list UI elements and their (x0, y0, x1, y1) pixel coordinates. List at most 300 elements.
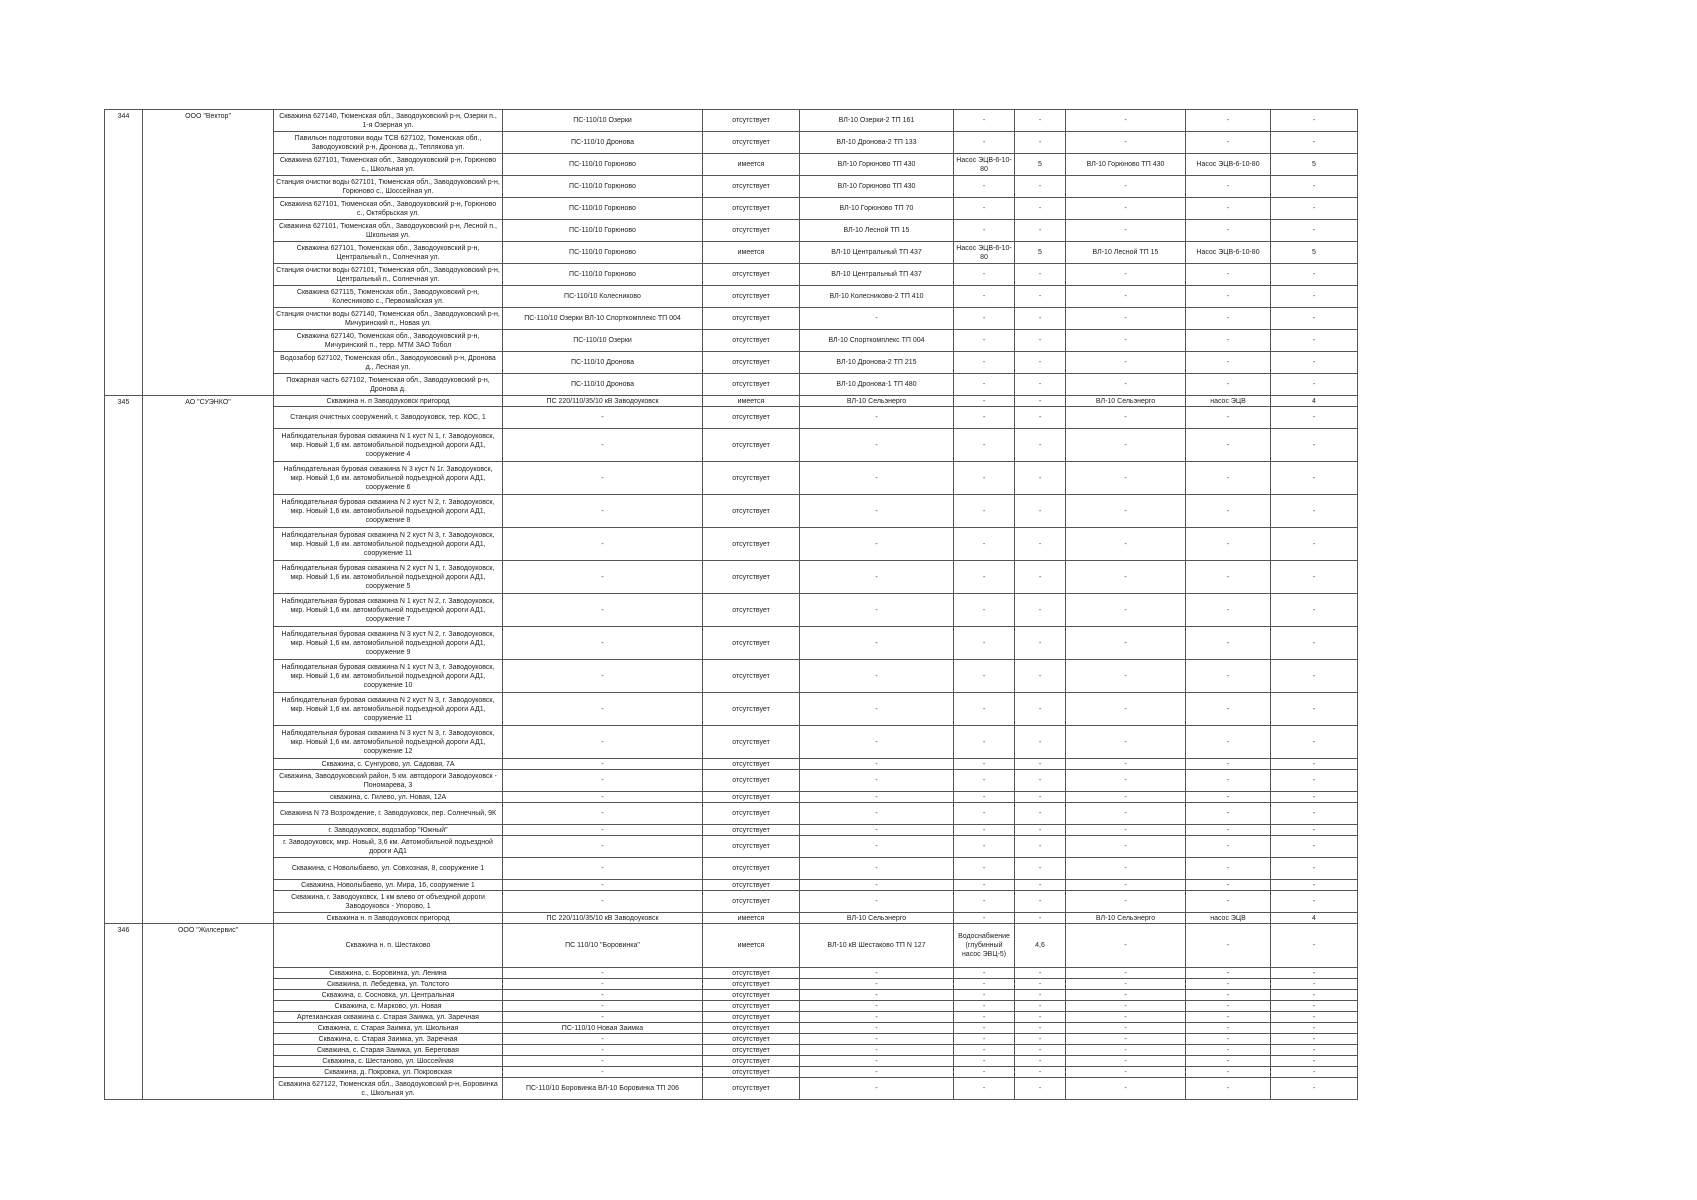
reserve-line-cell: - (1066, 891, 1186, 913)
equipment-cell: - (954, 880, 1015, 891)
equipment-cell: - (954, 627, 1015, 660)
reserve-line-cell: - (1066, 825, 1186, 836)
power-cell: - (1015, 198, 1066, 220)
line-cell: - (800, 979, 954, 990)
reserve-equipment-cell: - (1186, 660, 1271, 693)
table-row (105, 132, 1358, 154)
table-row (105, 1045, 1358, 1056)
line-cell: ВЛ-10 Горюново ТП 430 (800, 154, 954, 176)
object-cell: Наблюдательная буровая скважина N 2 куст N 1, г. Заводоуковск, мкр. Новый 1,6 км. автомобильной подъездной дороги АД1, сооружение 5 (274, 561, 503, 594)
substation-cell: ПС-110/10 Дронова (503, 132, 703, 154)
reserve-equipment-cell: - (1186, 462, 1271, 495)
reserve-line-cell: - (1066, 308, 1186, 330)
reserve-cell: отсутствует (703, 374, 800, 396)
reserve-cell: отсутствует (703, 264, 800, 286)
reserve-line-cell: - (1066, 198, 1186, 220)
object-cell: Наблюдательная буровая скважина N 3 куст N 1г. Заводоуковск, мкр. Новый 1,6 км. автомобильной подъездной дороги АД1, сооружение 6 (274, 462, 503, 495)
substation-cell: - (503, 528, 703, 561)
equipment-cell: - (954, 352, 1015, 374)
reserve-power-cell: 4 (1271, 913, 1358, 924)
object-cell: Артезианская скважина с. Старая Заимка, ул. Заречная (274, 1012, 503, 1023)
reserve-cell: имеется (703, 913, 800, 924)
reserve-cell: отсутствует (703, 693, 800, 726)
reserve-power-cell: - (1271, 330, 1358, 352)
reserve-equipment-cell: - (1186, 198, 1271, 220)
power-cell: - (1015, 759, 1066, 770)
line-cell: - (800, 1045, 954, 1056)
object-cell: Станция очистки воды 627140, Тюменская обл., Заводоуковский р-н, Мичуринский п., Новая ул. (274, 308, 503, 330)
substation-cell: ПС-110/10 Боровинка ВЛ-10 Боровинка ТП 206 (503, 1078, 703, 1100)
reserve-cell: отсутствует (703, 528, 800, 561)
equipment-cell: - (954, 396, 1015, 407)
reserve-power-cell: - (1271, 979, 1358, 990)
substation-cell: - (503, 990, 703, 1001)
line-cell: - (800, 308, 954, 330)
reserve-equipment-cell: - (1186, 528, 1271, 561)
substation-cell: - (503, 770, 703, 792)
power-cell: - (1015, 352, 1066, 374)
organization-cell: АО "СУЭНКО" (143, 396, 274, 924)
reserve-power-cell: - (1271, 462, 1358, 495)
line-cell: - (800, 759, 954, 770)
line-cell: - (800, 462, 954, 495)
power-cell: - (1015, 836, 1066, 858)
table-row (105, 242, 1358, 264)
reserve-cell: отсутствует (703, 429, 800, 462)
substation-cell: ПС 110/10 "Боровинка" (503, 924, 703, 968)
object-cell: Скважина 627101, Тюменская обл., Заводоуковский р-н, Горюново с., Октябрьская ул. (274, 198, 503, 220)
table-body (105, 110, 1358, 1100)
equipment-cell: - (954, 407, 1015, 429)
equipment-cell: - (954, 528, 1015, 561)
power-cell: - (1015, 495, 1066, 528)
object-cell: Скважина 627140, Тюменская обл., Заводоуковский р-н, Мичуринский п., терр. МТМ ЗАО Тобол (274, 330, 503, 352)
power-cell: - (1015, 1001, 1066, 1012)
line-cell: - (800, 1012, 954, 1023)
table-row (105, 462, 1358, 495)
equipment-cell: - (954, 330, 1015, 352)
reserve-power-cell: - (1271, 770, 1358, 792)
table-row (105, 726, 1358, 759)
reserve-equipment-cell: - (1186, 759, 1271, 770)
reserve-power-cell: - (1271, 825, 1358, 836)
equipment-cell: - (954, 979, 1015, 990)
reserve-line-cell: - (1066, 374, 1186, 396)
reserve-cell: отсутствует (703, 1023, 800, 1034)
reserve-line-cell: - (1066, 880, 1186, 891)
substation-cell: ПС-110/10 Горюново (503, 176, 703, 198)
reserve-cell: отсутствует (703, 836, 800, 858)
reserve-cell: отсутствует (703, 198, 800, 220)
reserve-line-cell: - (1066, 1012, 1186, 1023)
reserve-equipment-cell: - (1186, 374, 1271, 396)
table-row (105, 693, 1358, 726)
power-cell: - (1015, 660, 1066, 693)
power-cell: - (1015, 286, 1066, 308)
reserve-equipment-cell: - (1186, 264, 1271, 286)
line-cell: ВЛ-10 Дронова-2 ТП 133 (800, 132, 954, 154)
equipment-cell: - (954, 836, 1015, 858)
line-cell: - (800, 429, 954, 462)
reserve-power-cell: - (1271, 792, 1358, 803)
power-cell: - (1015, 407, 1066, 429)
reserve-line-cell: - (1066, 1045, 1186, 1056)
substation-cell: ПС-110/10 Дронова (503, 352, 703, 374)
line-cell: ВЛ-10 Спорткомплекс ТП 004 (800, 330, 954, 352)
reserve-equipment-cell: - (1186, 979, 1271, 990)
table-row (105, 979, 1358, 990)
line-cell: ВЛ-10 Центральный ТП 437 (800, 242, 954, 264)
reserve-cell: отсутствует (703, 858, 800, 880)
power-cell: - (1015, 913, 1066, 924)
reserve-cell: отсутствует (703, 220, 800, 242)
equipment-cell: - (954, 429, 1015, 462)
reserve-power-cell: - (1271, 198, 1358, 220)
substation-cell: - (503, 1034, 703, 1045)
equipment-cell: - (954, 374, 1015, 396)
table-row (105, 264, 1358, 286)
reserve-cell: имеется (703, 924, 800, 968)
reserve-line-cell: ВЛ-10 Лесной ТП 15 (1066, 242, 1186, 264)
table-row (105, 176, 1358, 198)
line-cell: - (800, 561, 954, 594)
substation-cell: ПС-110/10 Горюново (503, 242, 703, 264)
reserve-cell: имеется (703, 242, 800, 264)
object-cell: Скважина N 73 Возрождение, г. Заводоуковск, пер. Солнечный, 9К (274, 803, 503, 825)
object-cell: Скважина н. п Заводоуковск пригород (274, 913, 503, 924)
equipment-cell: - (954, 110, 1015, 132)
reserve-line-cell: - (1066, 495, 1186, 528)
line-cell: - (800, 1067, 954, 1078)
reserve-line-cell: - (1066, 176, 1186, 198)
reserve-line-cell: - (1066, 407, 1186, 429)
line-cell: - (800, 528, 954, 561)
substation-cell: ПС-110/10 Дронова (503, 374, 703, 396)
substation-cell: - (503, 594, 703, 627)
reserve-cell: отсутствует (703, 1067, 800, 1078)
power-cell: - (1015, 561, 1066, 594)
group-number-cell: 345 (105, 396, 143, 924)
equipment-cell: - (954, 1078, 1015, 1100)
object-cell: Наблюдательная буровая скважина N 1 куст N 3, г. Заводоуковск, мкр. Новый 1,6 км. автомобильной подъездной дороги АД1, сооружение 10 (274, 660, 503, 693)
power-cell: - (1015, 308, 1066, 330)
power-cell: - (1015, 891, 1066, 913)
table-row (105, 1067, 1358, 1078)
table-row (105, 308, 1358, 330)
reserve-line-cell: - (1066, 594, 1186, 627)
substation-cell: - (503, 1056, 703, 1067)
reserve-equipment-cell: - (1186, 693, 1271, 726)
reserve-equipment-cell: - (1186, 308, 1271, 330)
substation-cell: - (503, 891, 703, 913)
equipment-cell: - (954, 220, 1015, 242)
reserve-cell: отсутствует (703, 880, 800, 891)
object-cell: Скважина 627101, Тюменская обл., Заводоуковский р-н, Центральный п., Солнечная ул. (274, 242, 503, 264)
line-cell: ВЛ-10 Лесной ТП 15 (800, 220, 954, 242)
line-cell: - (800, 1056, 954, 1067)
equipment-cell: - (954, 913, 1015, 924)
object-cell: Скважина, Заводоуковский район, 5 км. автодороги Заводоуковск - Пономарева, 3 (274, 770, 503, 792)
substation-cell: ПС-110/10 Озерки (503, 330, 703, 352)
substation-cell: - (503, 858, 703, 880)
reserve-line-cell: ВЛ-10 Сельэнерго (1066, 913, 1186, 924)
reserve-cell: отсутствует (703, 660, 800, 693)
substation-cell: ПС-110/10 Горюново (503, 154, 703, 176)
line-cell: ВЛ-10 кВ Шестаково ТП N 127 (800, 924, 954, 968)
object-cell: Скважина 627115, Тюменская обл., Заводоуковский р-н, Колесниково с., Первомайская ул. (274, 286, 503, 308)
power-cell: - (1015, 264, 1066, 286)
reserve-power-cell: - (1271, 352, 1358, 374)
reserve-power-cell: - (1271, 528, 1358, 561)
line-cell: - (800, 660, 954, 693)
reserve-power-cell: - (1271, 1056, 1358, 1067)
power-cell: - (1015, 176, 1066, 198)
substation-cell: - (503, 968, 703, 979)
table-row (105, 627, 1358, 660)
table-row (105, 836, 1358, 858)
reserve-equipment-cell: - (1186, 1001, 1271, 1012)
reserve-line-cell: - (1066, 1001, 1186, 1012)
reserve-power-cell: - (1271, 1045, 1358, 1056)
table-row (105, 990, 1358, 1001)
reserve-power-cell: - (1271, 220, 1358, 242)
power-cell: - (1015, 627, 1066, 660)
table-row (105, 154, 1358, 176)
reserve-line-cell: - (1066, 561, 1186, 594)
equipment-cell: - (954, 495, 1015, 528)
reserve-equipment-cell: - (1186, 1078, 1271, 1100)
equipment-cell: - (954, 462, 1015, 495)
substation-cell: - (503, 726, 703, 759)
table-row (105, 1056, 1358, 1067)
table-row (105, 198, 1358, 220)
reserve-equipment-cell: - (1186, 1023, 1271, 1034)
table-row (105, 770, 1358, 792)
substation-cell: ПС 220/110/35/10 кВ Заводоуковск (503, 396, 703, 407)
reserve-cell: отсутствует (703, 1012, 800, 1023)
reserve-equipment-cell: - (1186, 858, 1271, 880)
reserve-line-cell: - (1066, 1056, 1186, 1067)
reserve-line-cell: - (1066, 286, 1186, 308)
substation-cell: - (503, 693, 703, 726)
equipment-cell: - (954, 968, 1015, 979)
reserve-power-cell: - (1271, 176, 1358, 198)
object-cell: Станция очистки воды 627101, Тюменская обл., Заводоуковский р-н, Центральный п., Солнечная ул. (274, 264, 503, 286)
reserve-equipment-cell: - (1186, 825, 1271, 836)
object-cell: Наблюдательная буровая скважина N 3 куст N 2, г. Заводоуковск, мкр. Новый 1,6 км. автомобильной подъездной дороги АД1, сооружение 9 (274, 627, 503, 660)
reserve-line-cell: - (1066, 968, 1186, 979)
reserve-equipment-cell: Насос ЭЦВ-6-10-80 (1186, 242, 1271, 264)
table-row (105, 330, 1358, 352)
table-row (105, 1034, 1358, 1045)
reserve-power-cell: - (1271, 495, 1358, 528)
power-cell: - (1015, 880, 1066, 891)
line-cell: - (800, 858, 954, 880)
power-cell: - (1015, 374, 1066, 396)
equipment-cell: - (954, 825, 1015, 836)
object-cell: Скважина, п. Лебедевка, ул. Толстого (274, 979, 503, 990)
power-cell: - (1015, 825, 1066, 836)
reserve-power-cell: 5 (1271, 242, 1358, 264)
substation-cell: - (503, 561, 703, 594)
power-cell: - (1015, 1023, 1066, 1034)
power-cell: - (1015, 792, 1066, 803)
object-cell: Наблюдательная буровая скважина N 2 куст N 3, г. Заводоуковск, мкр. Новый 1,6 км. автомобильной подъездной дороги АД1, сооружение 11 (274, 693, 503, 726)
substation-cell: - (503, 407, 703, 429)
reserve-equipment-cell: - (1186, 220, 1271, 242)
reserve-equipment-cell: насос ЭЦВ (1186, 396, 1271, 407)
equipment-cell: - (954, 759, 1015, 770)
substation-cell: - (503, 979, 703, 990)
reserve-line-cell: - (1066, 803, 1186, 825)
equipment-cell: - (954, 1012, 1015, 1023)
power-cell: - (1015, 726, 1066, 759)
object-cell: Скважина, с. Боровинка, ул. Ленина (274, 968, 503, 979)
reserve-equipment-cell: - (1186, 792, 1271, 803)
substation-cell: ПС-110/10 Горюново (503, 220, 703, 242)
substation-cell: - (503, 1012, 703, 1023)
reserve-cell: отсутствует (703, 979, 800, 990)
reserve-power-cell: - (1271, 803, 1358, 825)
reserve-line-cell: - (1066, 979, 1186, 990)
substation-cell: - (503, 495, 703, 528)
line-cell: ВЛ-10 Горюново ТП 70 (800, 198, 954, 220)
reserve-line-cell: - (1066, 264, 1186, 286)
equipment-cell: - (954, 264, 1015, 286)
equipment-cell: - (954, 286, 1015, 308)
table-row (105, 803, 1358, 825)
power-cell: 4,6 (1015, 924, 1066, 968)
equipment-cell: - (954, 198, 1015, 220)
reserve-power-cell: - (1271, 836, 1358, 858)
equipment-cell: - (954, 726, 1015, 759)
object-cell: Скважина, с. Сунгурово, ул. Садовая, 7А (274, 759, 503, 770)
reserve-power-cell: - (1271, 968, 1358, 979)
table-row (105, 1012, 1358, 1023)
substation-cell: - (503, 1045, 703, 1056)
equipment-cell: - (954, 891, 1015, 913)
line-cell: ВЛ-10 Горюново ТП 430 (800, 176, 954, 198)
reserve-cell: отсутствует (703, 1001, 800, 1012)
object-cell: г. Заводоуковск, мкр. Новый, 3,6 км. Автомобильной подъездной дороги АД1 (274, 836, 503, 858)
reserve-power-cell: - (1271, 110, 1358, 132)
reserve-power-cell: - (1271, 627, 1358, 660)
reserve-line-cell: - (1066, 627, 1186, 660)
equipment-cell: - (954, 1045, 1015, 1056)
reserve-power-cell: 5 (1271, 154, 1358, 176)
line-cell: - (800, 693, 954, 726)
reserve-power-cell: - (1271, 132, 1358, 154)
reserve-equipment-cell: Насос ЭЦВ-6-10-80 (1186, 154, 1271, 176)
equipment-cell: - (954, 1023, 1015, 1034)
reserve-equipment-cell: - (1186, 770, 1271, 792)
equipment-cell: - (954, 1034, 1015, 1045)
line-cell: ВЛ-10 Сельэнерго (800, 396, 954, 407)
power-cell: - (1015, 1078, 1066, 1100)
reserve-power-cell: - (1271, 1067, 1358, 1078)
reserve-equipment-cell: - (1186, 627, 1271, 660)
reserve-equipment-cell: - (1186, 429, 1271, 462)
object-cell: Наблюдательная буровая скважина N 1 куст N 1, г. Заводоуковск, мкр. Новый 1,6 км. автомобильной подъездной дороги АД1, сооружение 4 (274, 429, 503, 462)
line-cell: - (800, 726, 954, 759)
substation-cell: ПС-110/10 Колесниково (503, 286, 703, 308)
reserve-line-cell: - (1066, 858, 1186, 880)
reserve-equipment-cell: - (1186, 1012, 1271, 1023)
reserve-power-cell: - (1271, 726, 1358, 759)
reserve-power-cell: - (1271, 759, 1358, 770)
reserve-equipment-cell: - (1186, 495, 1271, 528)
object-cell: Скважина, с. Шестаново, ул. Шоссейная (274, 1056, 503, 1067)
reserve-equipment-cell: - (1186, 594, 1271, 627)
reserve-power-cell: - (1271, 264, 1358, 286)
reserve-line-cell: - (1066, 693, 1186, 726)
equipment-cell: - (954, 132, 1015, 154)
power-cell: - (1015, 528, 1066, 561)
substation-cell: - (503, 803, 703, 825)
table-row (105, 220, 1358, 242)
reserve-power-cell: - (1271, 429, 1358, 462)
reserve-cell: отсутствует (703, 176, 800, 198)
object-cell: г. Заводоуковск, водозабор "Южный" (274, 825, 503, 836)
reserve-line-cell: ВЛ-10 Горюново ТП 430 (1066, 154, 1186, 176)
substation-cell: ПС-110/10 Озерки (503, 110, 703, 132)
power-cell: - (1015, 968, 1066, 979)
reserve-equipment-cell: - (1186, 176, 1271, 198)
equipment-cell: - (954, 770, 1015, 792)
reserve-line-cell: - (1066, 770, 1186, 792)
power-cell: - (1015, 1045, 1066, 1056)
table-row (105, 660, 1358, 693)
object-cell: Скважина, д. Покровка, ул. Покровская (274, 1067, 503, 1078)
reserve-power-cell: - (1271, 880, 1358, 891)
reserve-equipment-cell: - (1186, 891, 1271, 913)
reserve-power-cell: 4 (1271, 396, 1358, 407)
substation-cell: - (503, 759, 703, 770)
power-cell: - (1015, 803, 1066, 825)
substation-cell: ПС-110/10 Горюново (503, 198, 703, 220)
object-cell: Скважина, с. Старая Заимка, ул. Заречная (274, 1034, 503, 1045)
reserve-line-cell: - (1066, 528, 1186, 561)
substation-cell: - (503, 792, 703, 803)
line-cell: - (800, 880, 954, 891)
power-cell: - (1015, 330, 1066, 352)
table-row (105, 374, 1358, 396)
power-cell: - (1015, 594, 1066, 627)
reserve-cell: отсутствует (703, 594, 800, 627)
line-cell: - (800, 825, 954, 836)
object-cell: Скважина 627101, Тюменская обл., Заводоуковский р-н, Лесной п., Школьная ул. (274, 220, 503, 242)
power-cell: - (1015, 110, 1066, 132)
reserve-equipment-cell: - (1186, 836, 1271, 858)
reserve-cell: отсутствует (703, 891, 800, 913)
reserve-equipment-cell: - (1186, 561, 1271, 594)
reserve-equipment-cell: насос ЭЦВ (1186, 913, 1271, 924)
reserve-cell: отсутствует (703, 803, 800, 825)
power-cell: - (1015, 1034, 1066, 1045)
object-cell: Скважина 627101, Тюменская обл., Заводоуковский р-н, Горюново с., Школьная ул. (274, 154, 503, 176)
reserve-line-cell: - (1066, 1078, 1186, 1100)
line-cell: ВЛ-10 Сельэнерго (800, 913, 954, 924)
reserve-equipment-cell: - (1186, 924, 1271, 968)
power-cell: - (1015, 1067, 1066, 1078)
group-number-cell: 346 (105, 924, 143, 1100)
table-row (105, 891, 1358, 913)
table-row (105, 792, 1358, 803)
reserve-cell: отсутствует (703, 286, 800, 308)
reserve-line-cell: - (1066, 132, 1186, 154)
reserve-equipment-cell: - (1186, 110, 1271, 132)
reserve-power-cell: - (1271, 1012, 1358, 1023)
